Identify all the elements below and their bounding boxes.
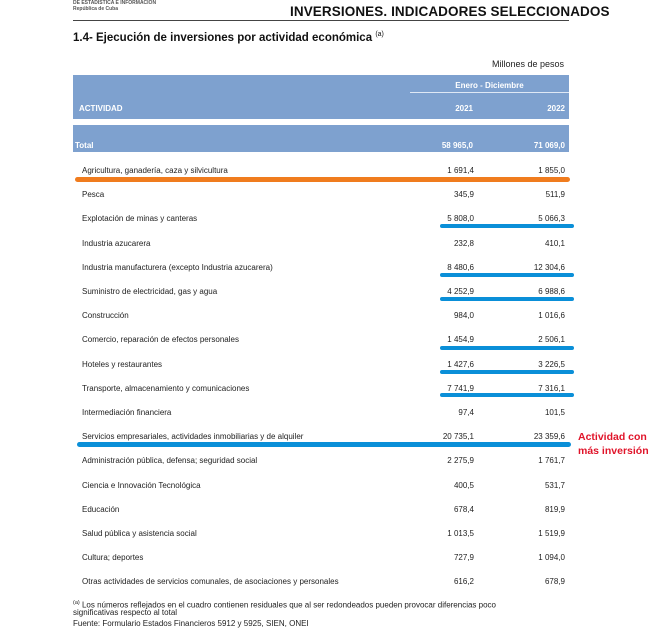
value-2022: 2 506,1: [538, 335, 565, 345]
total-2021: 58 965,0: [441, 141, 473, 150]
orange-highlight-agricultura: [75, 177, 570, 182]
value-2021: 1 691,4: [447, 166, 474, 175]
value-2022: 6 988,6: [538, 287, 565, 296]
period-label: Enero - Diciembre: [455, 81, 524, 90]
total-2022: 71 069,0: [533, 141, 565, 150]
value-2022: 819,9: [544, 504, 565, 514]
footnote-continued: significativas respecto al total: [73, 608, 178, 617]
activity-label: Construcción: [82, 311, 129, 321]
activity-label: Hoteles y restaurantes: [82, 359, 163, 369]
org-line-1: DE ESTADÍSTICA E INFORMACIÓN: [73, 0, 157, 6]
blue-highlight-comercio: [440, 346, 574, 350]
blue-highlight-transporte: [440, 393, 574, 397]
value-2021: 1 454,9: [447, 335, 474, 345]
value-2021: 400,5: [453, 480, 474, 490]
blue-highlight-hoteles: [440, 370, 574, 374]
activity-label: Administración pública, defensa; seguridad social: [82, 456, 258, 466]
activity-label: Comercio, reparación de efectos personales: [82, 335, 239, 345]
table-row: [73, 188, 569, 202]
table-header: [73, 75, 569, 119]
activity-label: Agricultura, ganadería, caza y silvicultura: [82, 166, 228, 175]
table-row: [73, 551, 569, 565]
value-2022: 23 359,6: [533, 432, 565, 442]
value-2022: 3 226,5: [538, 359, 565, 369]
total-row: [73, 125, 569, 152]
value-2022: 410,1: [544, 238, 565, 248]
value-2021: 345,9: [453, 190, 474, 200]
activity-label: Transporte, almacenamiento y comunicaciones: [82, 383, 250, 393]
value-2022: 511,9: [545, 190, 565, 200]
value-2021: 984,0: [453, 311, 474, 321]
source-note: Fuente: Formulario Estados Financieros 5912 y 5925, SIEN, ONEI: [73, 619, 309, 628]
blue-highlight-manufacturera: [440, 273, 574, 277]
year-2021-header: 2021: [455, 104, 473, 113]
activity-label: Otras actividades de servicios comunales, de asociaciones y personales: [82, 577, 339, 587]
value-2021: 232,8: [453, 238, 474, 248]
year-2022-header: 2022: [547, 104, 565, 113]
value-2021: 8 480,6: [447, 262, 474, 272]
table-row: [73, 479, 569, 493]
value-2021: 1 013,5: [447, 529, 474, 538]
value-2022: 12 304,6: [533, 262, 565, 272]
organization-name: [73, 0, 156, 12]
activity-label: Industria azucarera: [82, 238, 151, 248]
blue-highlight-electricidad: [440, 297, 574, 301]
table-title-note: (a): [375, 31, 384, 38]
value-2021: 5 808,0: [447, 214, 474, 224]
period-divider: [410, 92, 569, 93]
activity-label: Salud pública y asistencia social: [82, 529, 197, 538]
table-title-text: 1.4- Ejecución de inversiones por actividad económica: [73, 31, 373, 44]
value-2021: 1 427,6: [447, 359, 474, 369]
value-2022: 531,7: [544, 480, 565, 490]
footnote-text-1: Los números reflejados en el cuadro contienen residuales que al ser redondeados pueden provocar diferencias poco: [79, 600, 497, 610]
total-label: Total: [75, 141, 94, 150]
units-label: Millones de pesos: [491, 59, 564, 69]
value-2022: 5 066,3: [538, 214, 565, 224]
value-2021: 2 275,9: [447, 456, 474, 466]
table-row: [73, 406, 569, 420]
table-title: [73, 31, 384, 44]
table-row: [73, 237, 569, 251]
activity-column-header: ACTIVIDAD: [79, 104, 123, 113]
value-2022: 678,9: [544, 577, 565, 587]
activity-label: Explotación de minas y canteras: [82, 214, 198, 224]
table-row: [73, 309, 569, 323]
table-row: [73, 454, 569, 468]
annotation-line-1: Actividad con: [578, 431, 647, 443]
annotation-line-2: más inversión: [578, 445, 649, 457]
activity-label: Intermediación financiera: [82, 408, 172, 417]
table-row: [73, 503, 569, 517]
value-2021: 727,9: [453, 553, 474, 563]
activity-label: Suministro de electricidad, gas y agua: [82, 287, 218, 296]
value-2022: 1 761,7: [538, 456, 565, 466]
blue-highlight-servicios: [77, 442, 571, 447]
blue-highlight-minas: [440, 224, 574, 228]
value-2021: 97,4: [458, 408, 474, 417]
activity-label: Industria manufacturera (excepto Industria azucarera): [82, 262, 273, 272]
table-row: [73, 164, 569, 178]
title-divider: [73, 20, 569, 21]
value-2022: 1 855,0: [538, 166, 565, 175]
table-row: [73, 575, 569, 589]
activity-label: Pesca: [82, 190, 105, 200]
table-row: [73, 527, 569, 541]
value-2022: 101,5: [544, 408, 565, 417]
activity-label: Servicios empresariales, actividades inmobiliarias y de alquiler: [82, 432, 304, 442]
value-2022: 1 519,9: [538, 529, 565, 538]
value-2021: 7 741,9: [447, 383, 474, 393]
value-2022: 1 094,0: [538, 553, 565, 563]
value-2022: 1 016,6: [538, 311, 565, 321]
value-2021: 616,2: [453, 577, 474, 587]
annotation-most-investment: [578, 430, 649, 458]
value-2021: 4 252,9: [447, 287, 474, 296]
activity-label: Ciencia e Innovación Tecnológica: [82, 480, 201, 490]
value-2021: 678,4: [453, 504, 474, 514]
value-2022: 7 316,1: [538, 383, 565, 393]
activity-label: Cultura; deportes: [82, 553, 144, 563]
footnote-marker: (a): [73, 600, 80, 606]
value-2021: 20 735,1: [442, 432, 474, 442]
page-title: INVERSIONES. INDICADORES SELECCIONADOS: [290, 4, 610, 19]
activity-label: Educación: [82, 504, 120, 514]
org-line-2: República de Cuba: [73, 6, 119, 12]
